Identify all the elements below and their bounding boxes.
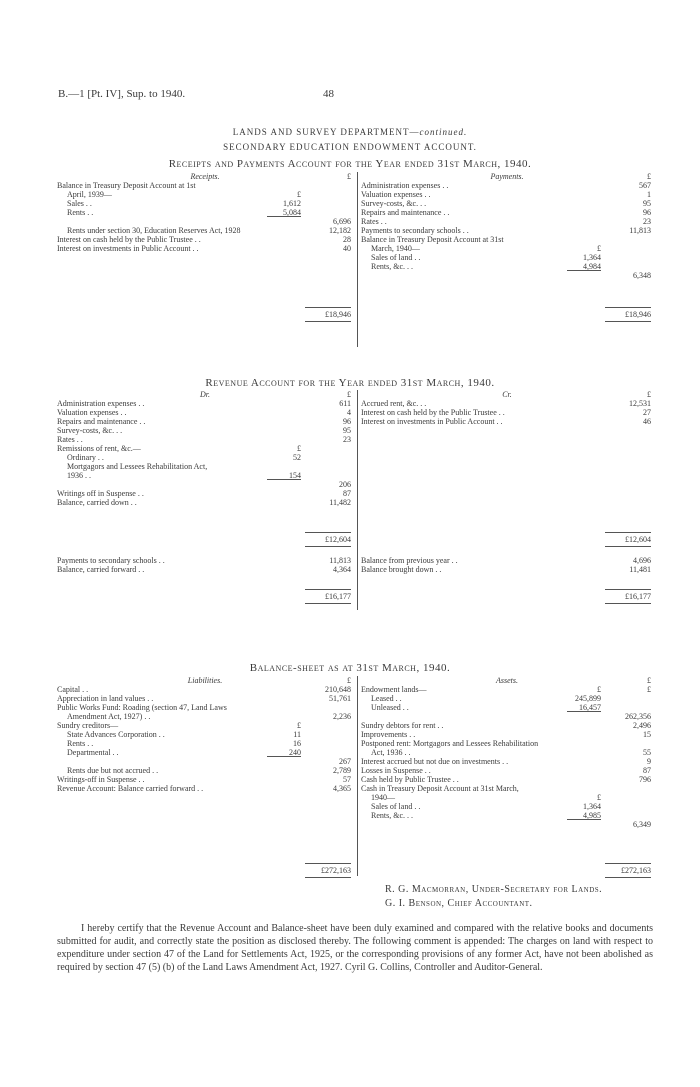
ledger-row [57,784,353,793]
row-label: Endowment lands— [361,685,427,694]
row-label: Accrued rent, &c. . . [361,399,427,408]
balance-sheet-title: Balance-sheet as at 31st March, 1940. [249,662,451,674]
total-amount: £272,163 [321,866,351,875]
row-subamount: 1,364 [583,253,601,262]
ledger-row [57,235,353,244]
row-label: Departmental . . [67,748,119,757]
ledger-row [361,399,653,408]
divider [357,390,358,610]
ledger-row [57,444,353,453]
ledger-row [361,802,653,811]
row-label: Sundry debtors for rent . . [361,721,444,730]
ledger-row [57,489,353,498]
total-rule [305,321,351,322]
ledger-row [57,453,353,462]
column-heading: Liabilities. [187,676,223,685]
revenue-debit-section [57,390,353,550]
total-rule [605,863,651,864]
ledger-row [57,556,353,565]
row-subamount: 1,364 [583,802,601,811]
row-amount: 11,482 [329,498,351,507]
row-label: Sales . . [67,199,92,208]
row-amount: 796 [639,775,651,784]
row-amount: 57 [343,775,351,784]
ledger-row [361,748,653,757]
liabilities-section [57,676,353,876]
row-amount: 11,813 [329,556,351,565]
ledger-row [361,190,653,199]
row-label: Balance, carried forward . . [57,565,145,574]
row-label: Amendment Act, 1927) . . [67,712,151,721]
ledger-row [57,199,353,208]
row-amount: 4,696 [633,556,651,565]
row-label: Revenue Account: Balance carried forward . . [57,784,204,793]
ledger-row [361,739,653,748]
row-amount: 267 [339,757,351,766]
column-heading: Cr. [502,390,512,399]
row-subamount: 240 [289,748,301,757]
row-subamount: 1,612 [283,199,301,208]
row-amount: 6,696 [333,217,351,226]
row-label: Act, 1936 . . [371,748,411,757]
row-label: Valuation expenses . . [361,190,431,199]
row-amount: 96 [343,417,351,426]
ledger-row [361,685,653,694]
row-amount: 2,496 [633,721,651,730]
ledger-row [57,480,353,489]
pound-sign [57,172,353,181]
total-rule [305,546,351,547]
row-label: Balance from previous year . . [361,556,458,565]
row-subamount: £ [297,190,301,199]
total-rule [605,603,651,604]
row-label: Rents . . [67,208,94,217]
ledger-row [57,462,353,471]
row-label: Rents, &c. . . [371,262,413,271]
row-amount: 95 [643,199,651,208]
total-rule [605,321,651,322]
row-label: Sales of land . . [371,802,421,811]
total-amount: £12,604 [325,535,351,544]
row-label: Cash in Treasury Deposit Account at 31st March, [361,784,519,793]
row-label: Rents due but not accrued . . [67,766,159,775]
total-rule [305,589,351,590]
row-label: Balance brought down . . [361,565,442,574]
ledger-row [57,498,353,507]
ledger-row [57,766,353,775]
ledger-row [57,181,353,190]
row-label: Survey-costs, &c. . . [57,426,123,435]
ledger-row [361,181,653,190]
ledger-row [361,271,653,280]
row-subamount: 11 [293,730,301,739]
pound-sign: £ [647,172,651,181]
signature-under-secretary: R. G. Macmorran, Under-Secretary for Lands. [385,884,603,895]
row-label: Valuation expenses . . [57,408,127,417]
row-label: Administration expenses . . [361,181,449,190]
column-heading: Receipts. [190,172,220,181]
ledger-row [57,685,353,694]
column-heading: Dr. [199,390,210,399]
pound-sign [57,676,353,685]
ledger-row [57,244,353,253]
ledger-row [361,217,653,226]
total-row [361,592,653,601]
total-rule [605,307,651,308]
row-amount: 2,789 [333,766,351,775]
row-label: Rates . . [361,217,387,226]
ledger-row [361,766,653,775]
ledger-row [361,811,653,820]
pound-sign [361,676,653,685]
pound-sign: £ [647,676,651,685]
row-label: Sundry creditors— [57,721,119,730]
total-rule [305,532,351,533]
row-label: Writings off in Suspense . . [57,489,144,498]
row-label: April, 1939— [67,190,112,199]
total-rule [605,589,651,590]
ledger-row [57,739,353,748]
row-label: Interest on cash held by the Public Trustee . . [57,235,201,244]
payments-section [361,172,653,332]
total-rule [605,532,651,533]
ledger-row [361,757,653,766]
row-amount: 51,761 [329,694,351,703]
ledger-row [57,471,353,480]
row-label: Rents . . [67,739,94,748]
row-label: March, 1940— [371,244,420,253]
total-row [57,310,353,319]
pound-sign: £ [347,172,351,181]
row-label: Survey-costs, &c. . . [361,199,427,208]
total-amount: £12,604 [625,535,651,544]
row-label: Administration expenses . . [57,399,145,408]
ledger-row [57,757,353,766]
row-label: Writings-off in Suspense . . [57,775,145,784]
ledger-row [361,262,653,271]
row-label: Appreciation in land values . . [57,694,154,703]
ledger-row [361,730,653,739]
row-label: Rates . . [57,435,83,444]
receipts-payments-title: Receipts and Payments Account for the Year ended 31st March, 1940. [168,158,532,170]
row-amount: 1 [647,190,651,199]
total-rule [305,603,351,604]
row-label: Payments to secondary schools . . [57,556,165,565]
row-label: Cash held by Public Trustee . . [361,775,459,784]
row-amount: 262,356 [625,712,651,721]
row-amount: 27 [643,408,651,417]
row-amount: 12,531 [629,399,651,408]
revenue-lower-credit-section [361,556,653,608]
pound-sign: £ [347,390,351,399]
ledger-row [361,721,653,730]
ledger-row [57,775,353,784]
page-number: 48 [323,88,334,100]
ledger-row [57,703,353,712]
row-label: Improvements . . [361,730,416,739]
total-row [361,535,653,544]
ledger-row [57,190,353,199]
ledger-row [361,208,653,217]
total-rule [605,877,651,878]
row-amount: 87 [643,766,651,775]
row-subamount: 16 [293,739,301,748]
ledger-row [361,793,653,802]
signature-chief-accountant: G. I. Benson, Chief Accountant. [385,898,533,909]
row-label: Interest on investments in Public Account . . [361,417,503,426]
divider [357,676,358,876]
row-amount: 9 [647,757,651,766]
revenue-lower-debit-section [57,556,353,608]
column-heading: Payments. [490,172,524,181]
row-subamount: 154 [289,471,301,480]
total-row [57,535,353,544]
total-rule [305,307,351,308]
row-subamount: £ [297,444,301,453]
row-label: Balance in Treasury Deposit Account at 1st [57,181,196,190]
row-amount: 87 [343,489,351,498]
row-amount: 4 [347,408,351,417]
revenue-account-title: Revenue Account for the Year ended 31st March, 1940. [205,377,495,389]
total-amount: £16,177 [325,592,351,601]
ledger-row [361,408,653,417]
row-subamount: 16,457 [579,703,601,712]
total-row [57,592,353,601]
row-amount: 11,813 [629,226,651,235]
row-amount: 11,481 [629,565,651,574]
row-amount: 2,236 [333,712,351,721]
row-amount: 15 [643,730,651,739]
row-label: Payments to secondary schools . . [361,226,469,235]
row-amount: 28 [343,235,351,244]
ledger-row [361,712,653,721]
row-amount: 567 [639,181,651,190]
row-amount: 55 [643,748,651,757]
ledger-row [57,730,353,739]
row-label: Balance in Treasury Deposit Account at 31st [361,235,504,244]
row-subamount: £ [597,793,601,802]
pound-sign: £ [347,676,351,685]
ledger-row [57,748,353,757]
row-subamount: £ [297,721,301,730]
audit-certificate: I hereby certify that the Revenue Account and Balance-sheet have been duly examined and compared with the relative books and documents submitted for audit, and correctly state the position as disclosed thereby. The following comment is appended: The charges on land with respect to expenditure under section 47 of the Land for Settlements Act, 1925, or the corresponding provisions of any former Act, have not been abolished as required by section 47 (5) (b) of the Land Laws Amendment Act, 1927. Cyril G. Collins, Controller and Auditor-General. [57,923,653,973]
row-subamount: £ [597,244,601,253]
ledger-row [57,417,353,426]
revenue-credit-section [361,390,653,550]
ledger-row [361,417,653,426]
row-subamount: 4,984 [583,262,601,271]
total-rule [305,877,351,878]
pound-sign: £ [647,390,651,399]
row-label: Public Works Fund: Roading (section 47, Land Laws [57,703,227,712]
ledger-row [361,253,653,262]
row-label: Interest on investments in Public Account . . [57,244,199,253]
total-row [361,310,653,319]
row-label: Mortgagors and Lessees Rehabilitation Act, [67,462,208,471]
ledger-row [57,565,353,574]
row-amount: 4,365 [333,784,351,793]
ledger-row [361,565,653,574]
row-label: Sales of land . . [371,253,421,262]
row-amount: 95 [343,426,351,435]
ledger-row [361,820,653,829]
row-amount: 40 [343,244,351,253]
row-label: Repairs and maintenance . . [361,208,450,217]
ledger-row [57,712,353,721]
row-subamount: 4,985 [583,811,601,820]
row-amount: 611 [339,399,351,408]
ledger-row [57,399,353,408]
total-row [361,866,653,875]
divider [357,172,358,347]
department-title: LANDS AND SURVEY DEPARTMENT—continued. [232,127,468,137]
row-amount: 23 [643,217,651,226]
ledger-row [361,235,653,244]
total-amount: £18,946 [625,310,651,319]
row-subamount: 52 [293,453,301,462]
row-amount: 206 [339,480,351,489]
total-rule [605,546,651,547]
row-amount: 96 [643,208,651,217]
row-subamount: £ [597,685,601,694]
row-label: Remissions of rent, &c.— [57,444,141,453]
ledger-row [57,426,353,435]
column-heading: Assets. [496,676,518,685]
pound-sign [361,390,653,399]
row-amount: 6,348 [633,271,651,280]
row-label: Balance, carried down . . [57,498,137,507]
row-amount: 4,364 [333,565,351,574]
ledger-row [57,208,353,217]
ledger-row [57,694,353,703]
page-header-reference: B.—1 [Pt. IV], Sup. to 1940. [58,88,186,100]
ledger-row [57,217,353,226]
ledger-row [57,435,353,444]
row-label: Rents under section 30, Education Reserves Act, 1928 [67,226,241,235]
ledger-row [361,775,653,784]
row-label: Losses in Suspense . . [361,766,431,775]
row-label: Postponed rent: Mortgagors and Lessees Rehabilitation [361,739,539,748]
row-amount: 23 [343,435,351,444]
row-subamount: 245,899 [575,694,601,703]
row-label: State Advances Corporation . . [67,730,165,739]
row-amount: 12,182 [329,226,351,235]
ledger-row [361,226,653,235]
row-label: 1936 . . [67,471,91,480]
total-amount: £16,177 [625,592,651,601]
receipts-section [57,172,353,332]
row-amount: £ [647,685,651,694]
ledger-row [57,721,353,730]
row-label: Ordinary . . [67,453,104,462]
row-amount: 46 [643,417,651,426]
row-label: Capital . . [57,685,89,694]
row-label: Rents, &c. . . [371,811,413,820]
row-amount: 210,648 [325,685,351,694]
account-title: SECONDARY EDUCATION ENDOWMENT ACCOUNT. [223,142,477,152]
ledger-row [361,784,653,793]
total-amount: £272,163 [621,866,651,875]
row-amount: 6,349 [633,820,651,829]
row-label: Interest on cash held by the Public Trustee . . [361,408,505,417]
total-amount: £18,946 [325,310,351,319]
ledger-row [361,556,653,565]
ledger-row [361,199,653,208]
row-label: 1940— [371,793,395,802]
total-row [57,866,353,875]
assets-section [361,676,653,876]
row-label: Leased . . [371,694,402,703]
row-label: Repairs and maintenance . . [57,417,146,426]
pound-sign [361,172,653,181]
row-label: Interest accrued but not due on investments . . [361,757,509,766]
ledger-row [57,408,353,417]
ledger-row [57,226,353,235]
pound-sign [57,390,353,399]
row-label: Unleased . . [371,703,409,712]
ledger-row [361,694,653,703]
ledger-row [361,244,653,253]
ledger-row [361,703,653,712]
row-subamount: 5,084 [283,208,301,217]
total-rule [305,863,351,864]
